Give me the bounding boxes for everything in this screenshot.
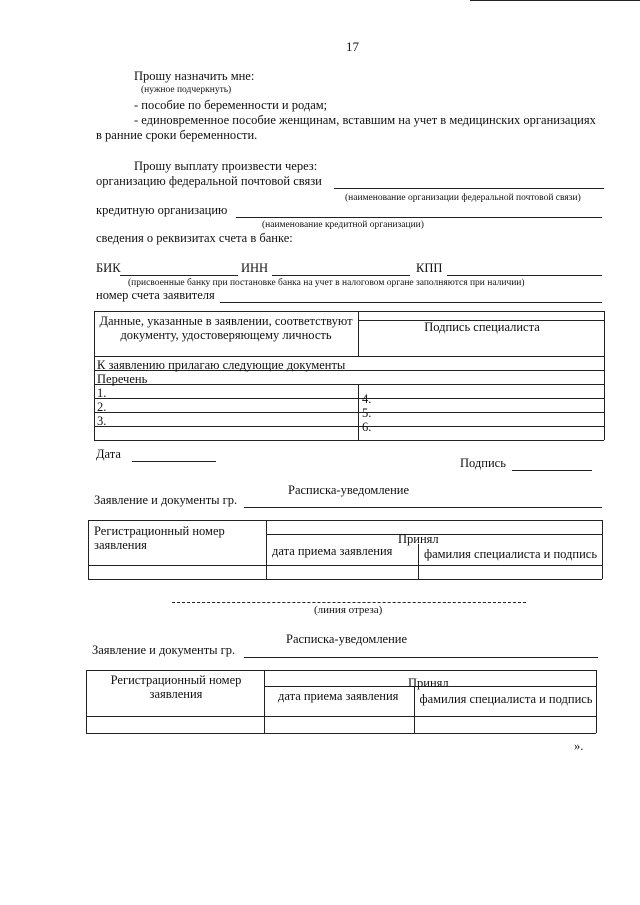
receipt-name-line-1[interactable] <box>244 507 602 508</box>
inn-input-line[interactable] <box>272 275 410 276</box>
accepted-header-2: Принял <box>408 676 449 690</box>
kpp-label: КПП <box>416 261 443 275</box>
bik-label: БИК <box>96 261 121 275</box>
underline-note: (нужное подчеркнуть) <box>141 85 232 95</box>
option-lumpsum-benefit-cont: в ранние сроки беременности. <box>96 128 258 142</box>
credit-label: кредитную организацию <box>96 203 228 217</box>
document-item-5[interactable]: 5. <box>362 406 372 420</box>
attached-documents-label: К заявлению прилагаю следующие документы <box>97 358 346 372</box>
postal-hint: (наименование организации федеральной почтовой связи) <box>345 193 581 203</box>
postal-input-line[interactable] <box>334 188 604 189</box>
credit-input-line[interactable] <box>236 217 602 218</box>
closing-quote: ». <box>574 739 584 753</box>
reg-number-header-2: Регистрационный номер заявления <box>110 673 242 702</box>
date-received-header-2: дата приема заявления <box>278 689 399 703</box>
request-heading: Прошу назначить мне: <box>134 69 255 83</box>
page-number: 17 <box>346 39 359 54</box>
credit-hint: (наименование кредитной организации) <box>262 220 424 230</box>
specialist-header-2: фамилия специалиста и подпись <box>419 692 593 706</box>
documents-list-label: Перечень <box>97 372 148 386</box>
option-lumpsum-benefit[interactable]: - единовременное пособие женщинам, вставшим на учет в медицинских организациях <box>134 113 596 127</box>
bank-details-label: сведения о реквизитах счета в банке: <box>96 231 293 245</box>
postal-label: организацию федеральной почтовой связи <box>96 174 322 188</box>
document-item-2[interactable]: 2. <box>97 400 107 414</box>
signature-label: Подпись <box>460 456 506 470</box>
receipt-title-2: Расписка-уведомление <box>286 632 408 646</box>
bank-hint: (присвоенные банку при постановке банка на учет в налоговом органе заполняются при наличии) <box>128 278 525 288</box>
date-label: Дата <box>96 447 121 461</box>
data-matches-id-header: Данные, указанные в заявлении, соответствуют документу, удостоверяющему личность <box>99 314 353 343</box>
inn-label: ИНН <box>241 261 269 275</box>
date-received-header-1: дата приема заявления <box>272 544 393 558</box>
specialist-signature-header: Подпись специалиста <box>424 320 540 334</box>
date-input-line[interactable] <box>132 461 216 462</box>
receipt-statement-label-1: Заявление и документы гр. <box>94 493 238 507</box>
document-item-1[interactable]: 1. <box>97 386 107 400</box>
receipt-name-line-2[interactable] <box>244 657 598 658</box>
bik-input-line[interactable] <box>120 275 238 276</box>
document-item-3[interactable]: 3. <box>97 414 107 428</box>
kpp-input-line[interactable] <box>447 275 602 276</box>
specialist-header-1: фамилия специалиста и подпись <box>424 547 598 561</box>
document-item-4[interactable]: 4. <box>362 392 372 406</box>
signature-input-line[interactable] <box>512 470 592 471</box>
account-label: номер счета заявителя <box>96 288 215 302</box>
payment-intro: Прошу выплату произвести через: <box>134 159 318 173</box>
option-maternity-benefit[interactable]: - пособие по беременности и родам; <box>134 98 328 112</box>
document-item-6[interactable]: 6. <box>362 420 372 434</box>
reg-number-header-1: Регистрационный номер заявления <box>94 524 225 553</box>
cut-line-label: (линия отреза) <box>314 604 383 616</box>
cut-line <box>172 602 526 603</box>
account-input-line[interactable] <box>220 302 602 303</box>
accepted-header-1: Принял <box>398 532 439 546</box>
top-border-line <box>470 0 640 1</box>
receipt-statement-label-2: Заявление и документы гр. <box>92 643 236 657</box>
receipt-title-1: Расписка-уведомление <box>288 483 410 497</box>
